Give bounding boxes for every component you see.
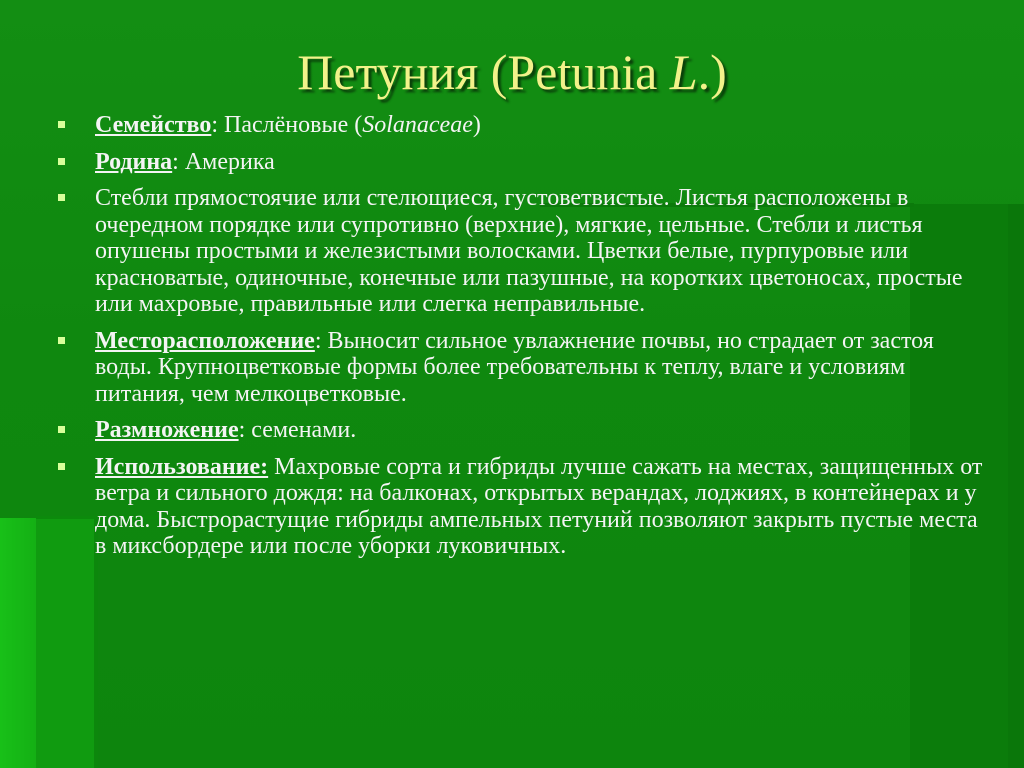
list-item-usage — [58, 454, 988, 560]
slide-title-end: .) — [697, 44, 727, 100]
square-bullet-icon — [58, 337, 65, 344]
item-text: : Америка — [172, 148, 275, 175]
square-bullet-icon — [58, 426, 65, 433]
item-text: : Выносит сильное увлажнение почвы, но страдает от застоя воды. Крупноцветковые формы более требовательны к теплу, влаге и условиям питания, чем мелкоцветковые. — [95, 327, 934, 407]
item-term: Использование: — [95, 453, 269, 480]
slide-title-italic: L — [669, 44, 698, 100]
item-term: Месторасположение — [95, 327, 315, 354]
slide-content — [58, 112, 988, 570]
item-latin: Solanaceae — [362, 112, 473, 138]
item-text-end: ) — [472, 112, 481, 138]
list-item-location — [58, 328, 988, 408]
item-text: Стебли прямостоячие или стелющиеся, густоветвистые. Листья расположены в очередном порядке или супротивно (верхние), мягкие, цельные. Стебли и листья опушены простыми и железистыми волосками. Цветки белые, пурпуровые или красноватые, одиночные, конечные или пазушные, на коротких цветоносах, простые или махровые, правильные или слегка неправильные. — [95, 185, 963, 317]
item-term: Родина — [95, 148, 173, 175]
square-bullet-icon — [58, 121, 65, 128]
background-block-right-edge — [1008, 204, 1024, 768]
item-text: Махровые сорта и гибриды лучше сажать на местах, защищенных от ветра и сильного дождя: на балконах, открытых верандах, лоджиях, в контейнерах и у дома. Быстрорастущие гибриды ампельных петуний позволяют закрыть пустые места в миксбордере или после уборки луковичных. — [95, 453, 983, 559]
square-bullet-icon — [58, 158, 65, 165]
item-text: : семенами. — [238, 417, 357, 443]
square-bullet-icon — [58, 463, 65, 470]
bullet-list — [58, 112, 988, 560]
list-item-homeland — [58, 149, 988, 176]
item-text: : Паслёновые ( — [211, 112, 363, 138]
list-item-description — [58, 185, 988, 318]
list-item-family — [58, 112, 988, 139]
slide-title-main: Петуния (Petunia — [297, 44, 670, 100]
item-term: Размножение — [95, 417, 239, 443]
item-term: Семейство — [95, 112, 212, 138]
slide-title — [0, 40, 1024, 104]
background-block-left-bright — [0, 518, 36, 768]
square-bullet-icon — [58, 194, 65, 201]
list-item-propagation — [58, 417, 988, 444]
